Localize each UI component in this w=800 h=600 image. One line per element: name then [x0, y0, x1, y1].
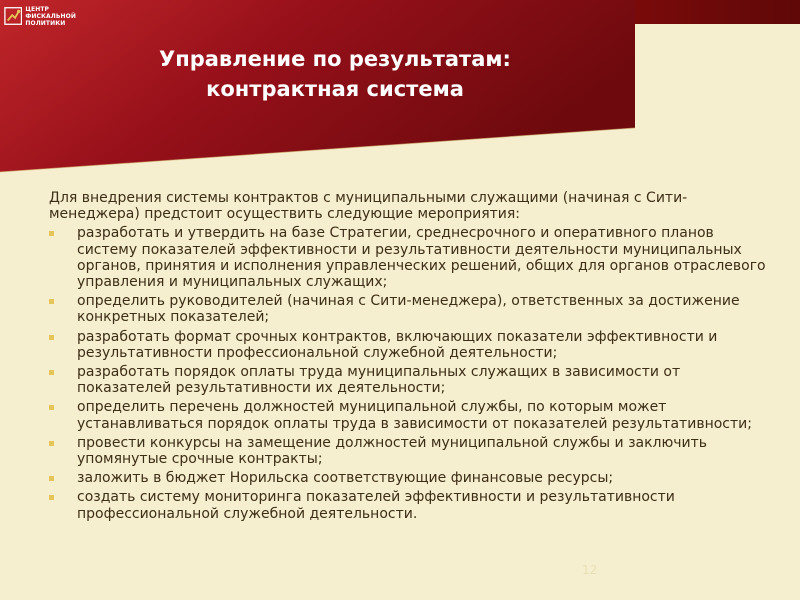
slide-title-line-1: Управление по результатам: [159, 47, 511, 71]
list-item: заложить в бюджет Норильска соответствующие финансовые ресурсы; [46, 470, 777, 486]
logo-line-3: ПОЛИТИКИ [25, 20, 66, 27]
list-item: определить перечень должностей муниципальной службы, по которым может устанавливаться порядок оплаты труда в зависимости от показателей результативности; [46, 399, 777, 431]
slide-content [49, 190, 777, 525]
slide-title-line-2: контрактная система [206, 77, 464, 101]
logo-line-1: ЦЕНТР [25, 6, 50, 13]
list-item: определить руководителей (начиная с Сити-менеджера), ответственных за достижение конкретных показателей; [46, 293, 777, 325]
list-item: создать систему мониторинга показателей эффективности и результативности профессиональной служебной деятельности. [46, 489, 777, 521]
intro-paragraph: Для внедрения системы контрактов с муниципальными служащими (начиная с Сити-менеджера) предстоит осуществить следующие мероприятия: [49, 190, 688, 223]
list-item: разработать порядок оплаты труда муниципальных служащих в зависимости от показателей результативности их деятельности; [46, 364, 777, 396]
list-item: провести конкурсы на замещение должностей муниципальной службы и заключить упомянутые срочные контракты; [46, 435, 777, 467]
logo-mark-icon [4, 6, 22, 26]
page-number: 12 [582, 563, 598, 577]
list-item: разработать и утвердить на базе Стратегии, среднесрочного и оперативного планов систему показателей эффективности и результативности деятельности муниципальных органов, принятия и исполнения управленческих решений, общих для органов отраслевого управления и муниципальных служащих; [46, 225, 777, 290]
logo-line-2: ФИСКАЛЬНОЙ [25, 13, 76, 20]
list-item: разработать формат срочных контрактов, включающих показатели эффективности и результативности профессиональной служебной деятельности; [46, 329, 777, 361]
action-list [49, 225, 777, 521]
logo [4, 4, 76, 44]
slide-title [100, 44, 570, 104]
logo-text [25, 6, 76, 27]
